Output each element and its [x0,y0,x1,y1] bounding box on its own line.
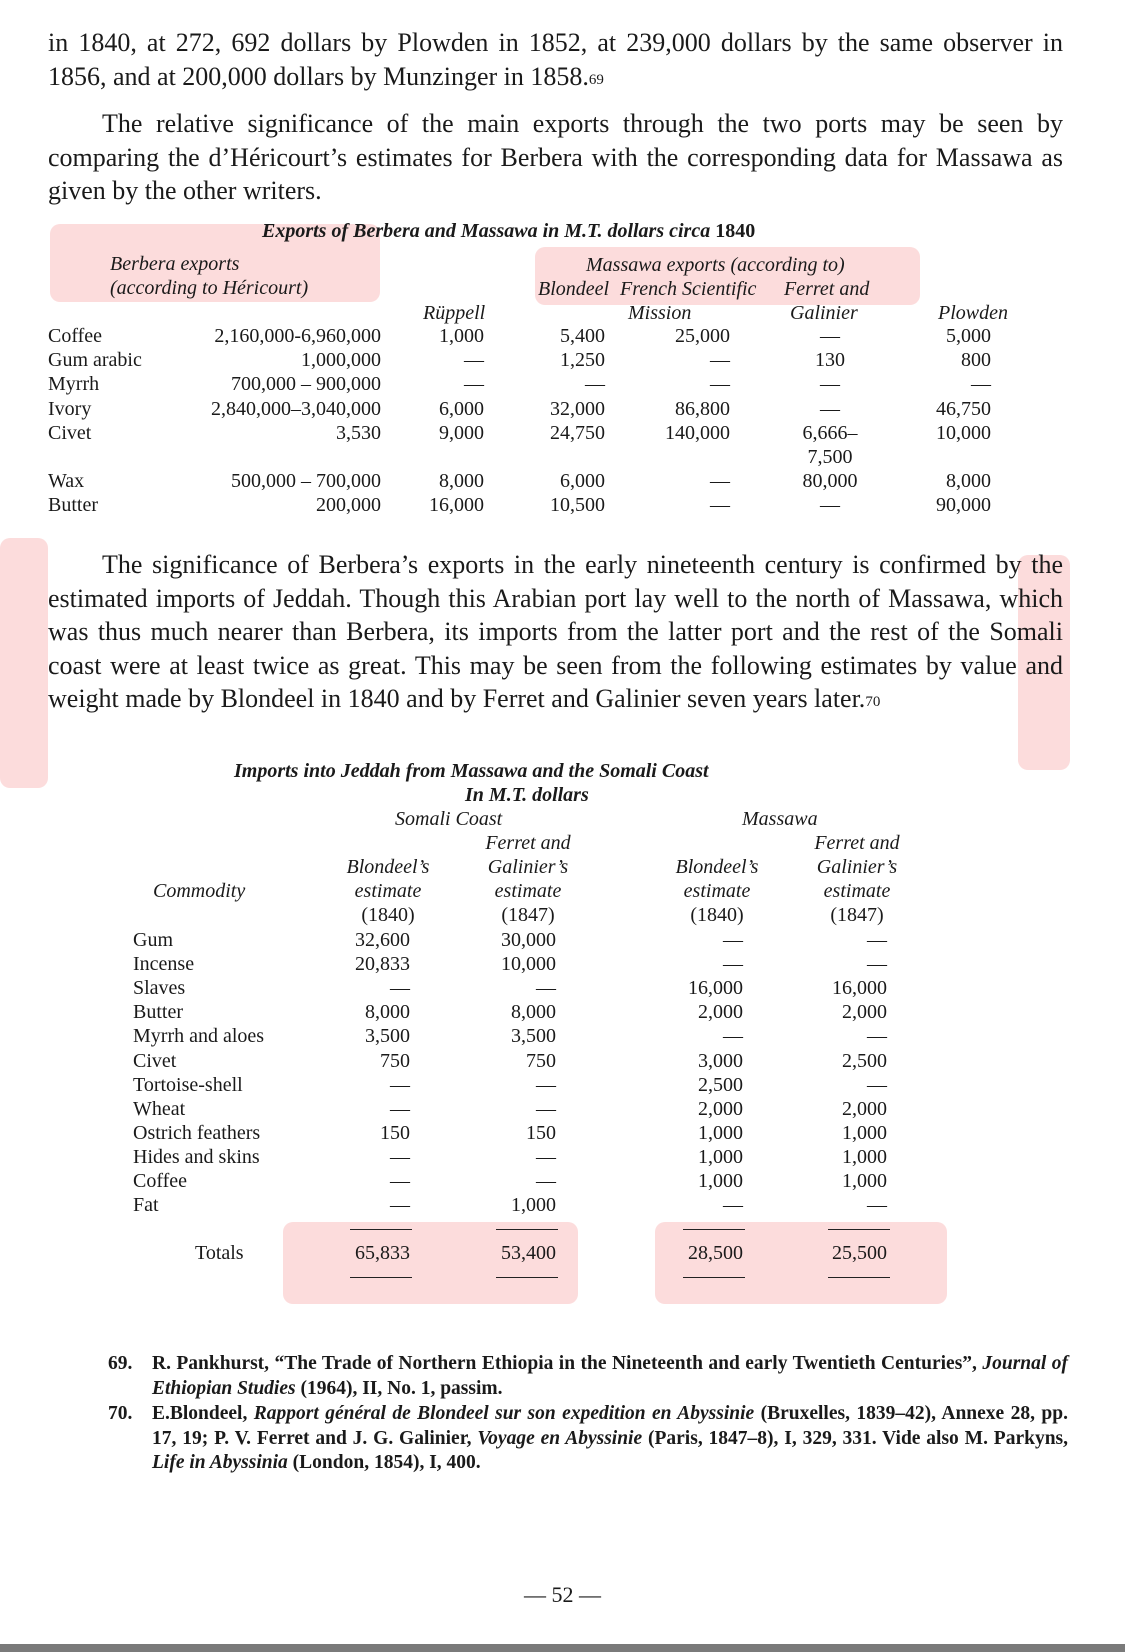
table1-cell-french: — [710,349,730,371]
table2-cell-somali-ferret: — [536,977,556,999]
page-number: — 52 — [524,1582,601,1607]
table2-row-name: Gum [133,929,173,951]
table2-row-name: Slaves [133,977,186,999]
table1-cell-blondeel: 1,250 [560,349,605,371]
table1-cell-ferret: — [820,494,840,516]
table2-row-name: Coffee [133,1170,188,1192]
footnote-69-number: 69. [108,1353,133,1374]
table1-cell-ferret: 7,500 [807,446,853,468]
table2-cell-massawa-ferret: 1,000 [842,1122,887,1144]
table2-col-header-3: (1847) [830,904,884,926]
total-somali-blondeel: 65,833 [355,1242,410,1264]
table2-cell-somali-ferret: — [536,1146,556,1168]
table1-cell-ferret: 80,000 [802,470,858,492]
table1-cell-plowden: 46,750 [936,398,991,420]
paragraph-1 [48,26,1063,98]
berbera-header-source: (according to Héricourt) [110,277,309,299]
table1-row-name: Ivory [48,398,92,420]
table1-cell-ferret: — [820,398,840,420]
col-plowden: Plowden [938,302,1008,324]
footnote-ref-69[interactable]: 69 [588,71,604,88]
totals-rule-top [350,1229,412,1230]
table2-cell-somali-ferret: — [536,1098,556,1120]
table2-cell-massawa-blondeel: — [723,1025,743,1047]
table2-col-header-3: estimate [823,880,891,902]
table2-cell-somali-ferret: 10,000 [501,953,556,975]
table2-cell-massawa-ferret: — [867,1025,887,1047]
table2-col-header-2: estimate [683,880,751,902]
table1-row-name: Wax [48,470,85,492]
table2-cell-somali-blondeel: 32,600 [355,929,410,951]
table2-col-header-0: estimate [354,880,422,902]
table2-cell-somali-ferret: 1,000 [511,1194,556,1216]
table1-cell-plowden: 5,000 [946,325,991,347]
table1-cell-berbera: 2,160,000-6,960,000 [214,325,381,347]
col-ruppell: Rüppell [423,302,486,324]
totals-rule-bottom [828,1277,890,1278]
table2-cell-massawa-blondeel: 16,000 [688,977,743,999]
table2-cell-massawa-blondeel: 1,000 [698,1170,743,1192]
table1-cell-ruppell: 9,000 [439,422,484,444]
berbera-header: Berbera exports [110,253,240,275]
table2-cell-massawa-ferret: — [867,1074,887,1096]
table2-col-header-3: Galinier’s [816,856,898,878]
table1-cell-berbera: 1,000,000 [301,349,381,371]
table1-cell-ruppell: 8,000 [439,470,484,492]
table2-title: Imports into Jeddah from Massawa and the Somali Coast [234,760,709,782]
table2-col-header-1: Ferret and [485,832,571,854]
table2-cell-somali-blondeel: — [390,1194,410,1216]
table2-cell-somali-blondeel: 8,000 [365,1001,410,1023]
table1-cell-ruppell: 1,000 [439,325,484,347]
commodity-header: Commodity [153,880,246,902]
table2-col-header-1: (1847) [501,904,555,926]
table2-row-name: Myrrh and aloes [133,1025,265,1047]
table1-row-name: Myrrh [48,373,100,395]
table2-cell-somali-blondeel: 3,500 [365,1025,410,1047]
table2-cell-somali-ferret: 150 [526,1122,556,1144]
table2-cell-somali-blondeel: 150 [380,1122,410,1144]
table2-cell-massawa-ferret: 1,000 [842,1146,887,1168]
paragraph-1-text: in 1840, at 272, 692 dollars by Plowden in 1852, at 239,000 dollars by the same observer in 1856, and at 200,000 dollars by Munzinger in 1858. [48,28,1063,91]
table2-col-header-2: Blondeel’s [675,856,759,878]
totals-rule-bottom [683,1277,745,1278]
table2-row-name: Butter [133,1001,183,1023]
totals-rule-top [683,1229,745,1230]
table2-col-header-1: Galinier’s [487,856,569,878]
table1-cell-french: 86,800 [675,398,730,420]
table2-cell-massawa-ferret: 16,000 [832,977,887,999]
table1-row-name: Butter [48,494,98,516]
table2-cell-massawa-ferret: — [867,1194,887,1216]
table1-cell-french: — [710,494,730,516]
footnote-ref-70[interactable]: 70 [865,694,881,710]
paragraph-2: The relative significance of the main exports through the two ports may be seen by comparing the d’Héricourt’s estimates for Berbera with the corresponding data for Massawa as given by the other writers. [48,109,1063,205]
table2-row-name: Wheat [133,1098,186,1120]
totals-rule-bottom [350,1277,412,1278]
table2-cell-massawa-blondeel: 2,000 [698,1098,743,1120]
table1-cell-ruppell: 16,000 [429,494,484,516]
totals-rule-top [828,1229,890,1230]
table1-title: Exports of Berbera and Massawa in M.T. dollars circa 1840 [262,220,756,242]
table2-row-name: Tortoise-shell [133,1074,243,1096]
totals-label: Totals [195,1242,244,1264]
table1-cell-blondeel: 24,750 [550,422,605,444]
table1-cell-plowden: 800 [961,349,991,371]
table2-cell-massawa-ferret: 2,500 [842,1050,887,1072]
table1-cell-berbera: 700,000 – 900,000 [231,373,381,395]
table2-col-header-2: (1840) [690,904,744,926]
table2-cell-somali-blondeel: — [390,1170,410,1192]
massawa-header: Massawa exports (according to) [586,254,845,276]
table1-cell-plowden: 90,000 [936,494,991,516]
table2-col-header-0: (1840) [361,904,415,926]
total-massawa-blondeel: 28,500 [688,1242,743,1264]
footnote-70-number: 70. [108,1403,133,1424]
totals-rule-top [496,1229,558,1230]
paragraph-3-text: The significance of Berbera’s exports in the early nineteenth century is confirmed by the estimated imports of Jeddah. Though this Arabian port lay well to the north of Massawa, which was thus much nearer than Berbera, its imports from the latter port and the rest of the Somali coast were at least twice as great. This may be seen from the following estimates by value and weight made by Blondeel in 1840 and by Ferret and Galinier seven years later. [48,550,1063,713]
col-galinier: Galinier [790,302,858,324]
table2-cell-somali-blondeel: — [390,1098,410,1120]
table2-cell-massawa-blondeel: — [723,953,743,975]
table2-row-name: Civet [133,1050,177,1072]
table2-cell-somali-ferret: — [536,1074,556,1096]
table2-cell-somali-blondeel: 750 [380,1050,410,1072]
somali-coast-header: Somali Coast [395,808,503,830]
table1-cell-plowden: 10,000 [936,422,991,444]
table2-cell-somali-blondeel: — [390,1074,410,1096]
col-blondeel: Blondeel [538,278,610,300]
table1-row-name: Civet [48,422,92,444]
table1-cell-blondeel: 10,500 [550,494,605,516]
table2-col-header-0: Blondeel’s [346,856,430,878]
table2-cell-somali-ferret: — [536,1170,556,1192]
col-french: French Scientific [620,278,757,300]
table1-cell-plowden: 8,000 [946,470,991,492]
table1-cell-french: 140,000 [665,422,730,444]
total-somali-ferret: 53,400 [501,1242,556,1264]
table2-cell-somali-ferret: 750 [526,1050,556,1072]
table1-cell-blondeel: 6,000 [560,470,605,492]
table2-row-name: Ostrich feathers [133,1122,261,1144]
table2-cell-somali-ferret: 8,000 [511,1001,556,1023]
table1-cell-berbera: 3,530 [336,422,381,444]
table1-cell-blondeel: — [585,373,605,395]
paragraph-3 [48,548,1063,721]
table1-cell-french: — [710,373,730,395]
table2-row-name: Fat [133,1194,159,1216]
bottom-bar [0,1644,1125,1652]
table2-subtitle: In M.T. dollars [465,784,589,806]
table2-row-name: Hides and skins [133,1146,260,1168]
table1-cell-berbera: 2,840,000–3,040,000 [211,398,381,420]
table1-cell-ferret: — [820,373,840,395]
footnote-70: 70. E.Blondeel, Rapport général de Blondeel sur son expedition en Abyssinie (Bruxelles, 1839–42), Annexe 28, pp. 17, 19; P. V. Ferret and J. G. Galinier, Voyage en Abyssinie (Paris, 1847–8), I, 329, 331. Vide also M. Parkyns, Life in Abyssinia (London, 1854), I, 400. [108,1403,1069,1473]
table2-cell-massawa-blondeel: 1,000 [698,1122,743,1144]
table1-cell-blondeel: 32,000 [550,398,605,420]
table1-row-name: Coffee [48,325,103,347]
table1-row-name: Gum arabic [48,349,142,371]
table2-cell-somali-ferret: 3,500 [511,1025,556,1047]
table2-cell-massawa-ferret: — [867,953,887,975]
table2-cell-somali-blondeel: — [390,1146,410,1168]
table2-col-header-1: estimate [494,880,562,902]
col-mission: Mission [628,302,692,324]
table1-cell-french: — [710,470,730,492]
table2-cell-massawa-ferret: 1,000 [842,1170,887,1192]
table2-cell-somali-ferret: 30,000 [501,929,556,951]
table1-cell-ferret: — [820,325,840,347]
table1-cell-ferret: 6,666– [802,422,858,444]
table1-cell-french: 25,000 [675,325,730,347]
highlight-para-left [0,538,48,788]
footnote-69: 69. R. Pankhurst, “The Trade of Northern Ethiopia in the Nineteenth and early Twentieth Centuries”, Journal of Ethiopian Studies (1964), II, No. 1, passim. [108,1353,1069,1399]
table2-cell-massawa-blondeel: 1,000 [698,1146,743,1168]
table1-cell-blondeel: 5,400 [560,325,605,347]
totals-rule-bottom [496,1277,558,1278]
table1-cell-ruppell: 6,000 [439,398,484,420]
total-massawa-ferret: 25,500 [832,1242,887,1264]
table1-cell-berbera: 200,000 [316,494,381,516]
massawa-header-2: Massawa [742,808,818,830]
table2-cell-massawa-blondeel: 3,000 [698,1050,743,1072]
table1-cell-ruppell: — [464,349,484,371]
table2-cell-massawa-blondeel: — [723,929,743,951]
table2-cell-massawa-blondeel: 2,000 [698,1001,743,1023]
table1-cell-ferret: 130 [815,349,845,371]
table2-cell-massawa-ferret: 2,000 [842,1001,887,1023]
table2-row-name: Incense [133,953,195,975]
table2-cell-massawa-ferret: — [867,929,887,951]
table1-cell-ruppell: — [464,373,484,395]
table2-cell-somali-blondeel: — [390,977,410,999]
table2-cell-somali-blondeel: 20,833 [355,953,410,975]
table2-cell-massawa-blondeel: — [723,1194,743,1216]
table1-cell-berbera: 500,000 – 700,000 [231,470,381,492]
table2-cell-massawa-blondeel: 2,500 [698,1074,743,1096]
table1-cell-plowden: — [971,373,991,395]
col-ferret: Ferret and [784,278,870,300]
table2-col-header-3: Ferret and [814,832,900,854]
table2-cell-massawa-ferret: 2,000 [842,1098,887,1120]
